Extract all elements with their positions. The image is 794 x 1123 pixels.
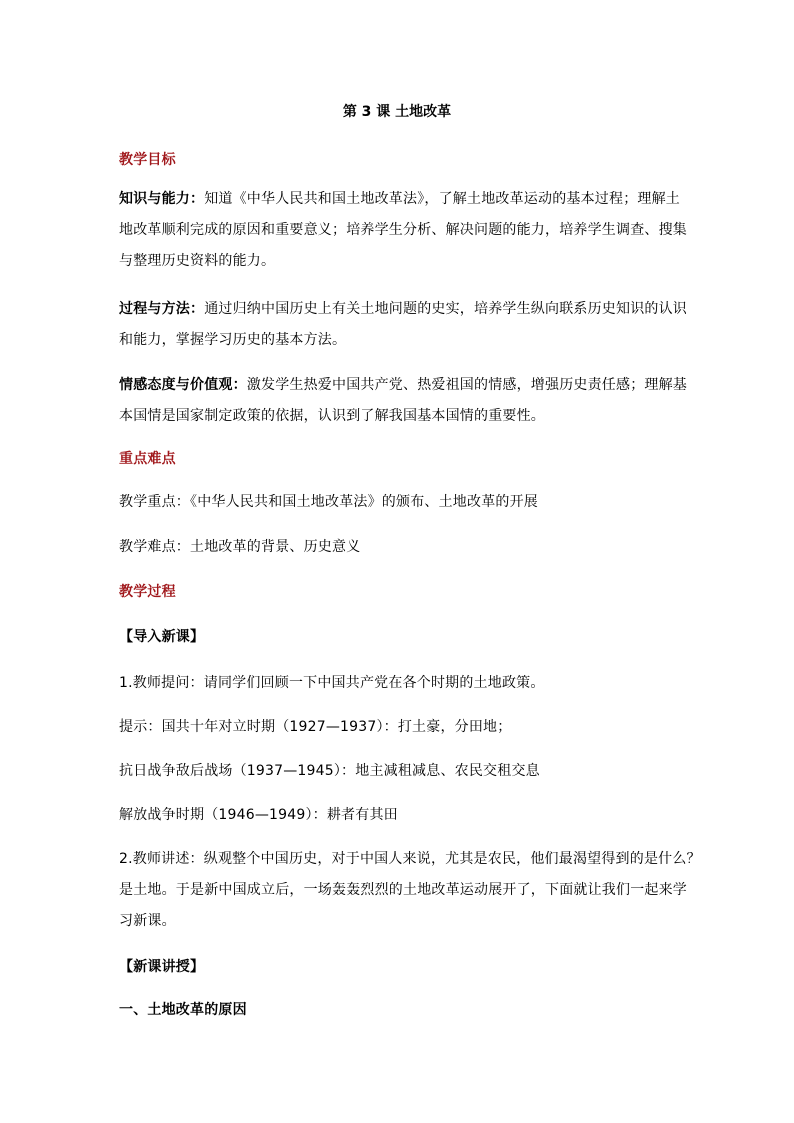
section-heading-key-points: 重点难点 xyxy=(119,451,176,467)
hint-line-1: 提示：国共十年对立时期（1927—1937）：打土豪，分田地； xyxy=(119,719,512,735)
new-lesson-heading: 【新课讲授】 xyxy=(119,959,205,975)
narration-line: 2.教师讲述：纵观整个中国历史，对于中国人来说，尤其是农民，他们最渴望得到的是什么？ xyxy=(119,851,701,867)
section-heading-objectives: 教学目标 xyxy=(119,152,176,168)
objective-process xyxy=(119,296,688,354)
key-point: 教学重点：《中华人民共和国土地改革法》的颁布、土地改革的开展 xyxy=(119,494,538,510)
teacher-question-1: 1.教师提问：请同学们回顾一下中国共产党在各个时期的土地政策。 xyxy=(119,675,545,691)
objective-emotion-line: 本国情是国家制定政策的依据，认识到了解我国基本国情的重要性。 xyxy=(119,408,545,424)
objective-knowledge-label: 知识与能力： xyxy=(119,191,205,207)
objective-emotion xyxy=(119,372,688,430)
objective-knowledge-line: 与整理历史资料的能力。 xyxy=(119,253,276,269)
teacher-narration-2 xyxy=(119,846,701,935)
objective-knowledge xyxy=(119,186,687,275)
objective-emotion-label: 情感态度与价值观： xyxy=(119,377,247,393)
objective-knowledge-line: 知道《中华人民共和国土地改革法》，了解土地改革运动的基本过程；理解土 xyxy=(204,191,681,207)
objective-knowledge-line: 地改革顺利完成的原因和重要意义；培养学生分析、解决问题的能力，培养学生调查、搜集 xyxy=(119,222,687,238)
hint-line-2: 抗日战争敌后战场（1937—1945）：地主减租减息、农民交租交息 xyxy=(119,763,540,779)
intro-heading: 【导入新课】 xyxy=(119,629,205,645)
lesson-title: 第 3 课 土地改革 xyxy=(342,104,452,120)
objective-process-line: 和能力，掌握学习历史的基本方法。 xyxy=(119,332,347,348)
objective-emotion-line: 激发学生热爱中国共产党、热爱祖国的情感，增强历史责任感；理解基 xyxy=(246,377,688,393)
difficult-point: 教学难点：土地改革的背景、历史意义 xyxy=(119,539,361,555)
section-heading-process: 教学过程 xyxy=(119,584,176,600)
hint-line-3: 解放战争时期（1946—1949）：耕者有其田 xyxy=(119,807,398,823)
part-1-heading: 一、土地改革的原因 xyxy=(119,1002,247,1018)
narration-line: 习新课。 xyxy=(119,913,176,929)
narration-line: 是土地。于是新中国成立后，一场轰轰烈烈的土地改革运动展开了，下面就让我们一起来学 xyxy=(119,882,687,898)
objective-process-line: 通过归纳中国历史上有关土地问题的史实，培养学生纵向联系历史知识的认识 xyxy=(204,301,688,317)
objective-process-label: 过程与方法： xyxy=(119,301,205,317)
